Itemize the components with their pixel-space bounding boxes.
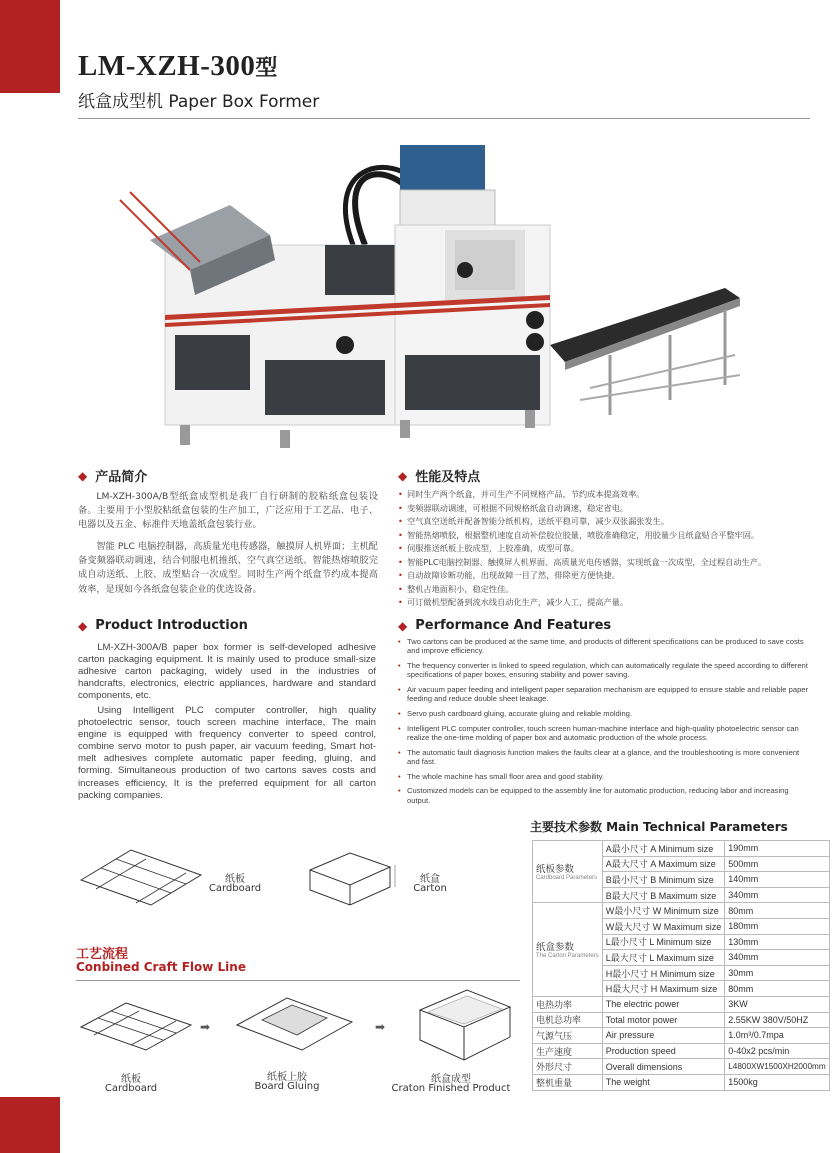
cardboard-diagram <box>76 840 206 915</box>
header-divider <box>78 118 810 119</box>
list-item: • The automatic fault diagnosis function makes the faults clear at a glance, and the troubleshooting is more convenient and fast. <box>398 748 810 767</box>
list-item: • Two cartons can be produced at the same time, and products of different specifications can be produced to save costs and improve efficiency. <box>398 637 810 656</box>
carton-group-cell: 纸盒参数 The Carton Parameters <box>533 903 603 997</box>
features-cn-heading: ◆ 性能及特点 <box>398 468 481 485</box>
table-row: 生产速度 Production speed 0-40x2 pcs/min <box>533 1043 830 1059</box>
table-row: L最小尺寸 L Minimum size 130mm <box>533 934 830 950</box>
carton-label-cn: 纸盒 <box>420 874 440 885</box>
model-suffix: 型 <box>255 56 278 81</box>
carton-diagram <box>300 845 400 915</box>
table-row: 纸板参数 Cardboard Parameters A最小尺寸 A Minimum size 190mm <box>533 841 830 857</box>
features-en-list <box>398 637 810 810</box>
craft-step-finished-diagram <box>412 985 517 1065</box>
diamond-icon: ◆ <box>398 468 408 483</box>
table-row: 整机重量 The weight 1500kg <box>533 1074 830 1090</box>
page-subtitle: 纸盒成型机 Paper Box Former <box>78 92 320 112</box>
table-row: 气源气压 Air pressure 1.0m³/0.7mpa <box>533 1028 830 1044</box>
intro-cn-paragraph-1: LM-XZH-300A/B型纸盒成型机是我厂自行研制的胶粘纸盒包装设备。主要用于小型胶粘纸盒包装的生产加工，广泛应用于工艺品、电子、电器以及五金、标准件天地盖纸盒包装行业。 <box>78 491 378 531</box>
table-row: A最大尺寸 A Maximum size 500mm <box>533 856 830 872</box>
table-row: B最小尺寸 B Minimum size 140mm <box>533 872 830 888</box>
table-row: 纸盒参数 The Carton Parameters W最小尺寸 W Minimum size 80mm <box>533 903 830 919</box>
features-cn-list <box>398 488 810 610</box>
craft-step-2-en: Board Gluing <box>254 1081 320 1092</box>
table-row: 电机总功率 Total motor power 2.55KW 380V/50HZ <box>533 1012 830 1028</box>
table-row: L最大尺寸 L Maximum size 340mm <box>533 950 830 966</box>
craft-step-cardboard-diagram <box>76 995 196 1060</box>
intro-cn-heading: ◆ 产品简介 <box>78 468 148 485</box>
list-item: • The frequency converter is linked to speed regulation, which can automatically regulate the speed according to different specifications of paper boxes, ensuring stability and power saving. <box>398 661 810 680</box>
list-item: • 智能PLC电脑控制器、触摸屏人机界面、高质量光电传感器，实现纸盒一次成型，全过程自动生产。 <box>398 556 810 570</box>
intro-en-paragraph-1: LM-XZH-300A/B paper box former is self-developed adhesive carton packaging equipment. It is mainly used to produce small-size adhesive carton packaging, widely used in the industries of handcrafts, electronics, electric appliances, hardware and standard components, etc. <box>78 642 376 702</box>
craft-title-en: Conbined Craft Flow Line <box>76 960 246 974</box>
table-row: 电热功率 The electric power 3KW <box>533 996 830 1012</box>
list-item: • 变频器联动调速，可根据不同规格纸盒自动调速，稳定省电。 <box>398 502 810 516</box>
list-item: • Air vacuum paper feeding and intelligent paper separation mechanism are equipped to ensure stable and reliable paper feeding and reduce double sheet leakage. <box>398 685 810 704</box>
craft-step-3-en: Craton Finished Product <box>391 1083 511 1094</box>
features-en-heading: ◆ Performance And Features <box>398 618 612 633</box>
list-item: • 整机占地面积小，稳定性佳。 <box>398 583 810 597</box>
cardboard-label-en: Cardboard <box>208 883 262 894</box>
table-row: 外形尺寸 Overall dimensions L4800XW1500XH2000mm <box>533 1059 830 1075</box>
table-row: H最大尺寸 H Maximum size 80mm <box>533 981 830 997</box>
craft-step-1-cn: 纸板 <box>121 1074 141 1085</box>
spec-table <box>532 840 830 1091</box>
craft-step-gluing-diagram <box>232 990 357 1060</box>
craft-step-3-cn: 纸盒成型 <box>431 1074 471 1085</box>
intro-en-paragraph-2: Using Intelligent PLC computer controller, high quality photoelectric sensor, touch screen machine interface, The main engine is equipped with frequency converter to speed control, combine servo motor to push paper, air vacuum feeding, Smart hot-melt adhesives complete automatic paper feeding, gluing, and forming. Simultaneous production of two cartons saves costs and increases efficiency, It is the preferred equipment for all carton packing companies. <box>78 705 376 801</box>
list-item: • The whole machine has small floor area and good stability. <box>398 772 810 781</box>
intro-en-heading: ◆ Product Introduction <box>78 618 248 633</box>
craft-step-2-cn: 纸板上胶 <box>267 1072 307 1083</box>
bottom-red-bar <box>0 1097 60 1153</box>
cardboard-label-cn: 纸板 <box>225 874 245 885</box>
model-title: LM-XZH-300型 <box>78 50 278 82</box>
craft-title-cn: 工艺流程 <box>76 947 129 962</box>
diamond-icon: ◆ <box>78 468 88 483</box>
list-item: • 可订做机型配备到流水线自动化生产，减少人工，提高产量。 <box>398 596 810 610</box>
list-item: • Customized models can be equipped to the assembly line for automatic production, reducing labor and increasing output. <box>398 786 810 805</box>
table-row: B最大尺寸 B Maximum size 340mm <box>533 887 830 903</box>
list-item: • 自动故障诊断功能，出现故障一目了然，排除更方便快捷。 <box>398 569 810 583</box>
table-row: H最小尺寸 H Minimum size 30mm <box>533 965 830 981</box>
carton-label-en: Carton <box>413 883 447 894</box>
craft-step-1-en: Cardboard <box>104 1083 158 1094</box>
list-item: • Intelligent PLC computer controller, touch screen human-machine interface and high-quality photoelectric sensor can realize the one-time molding of paper box and automatic production of the whole process. <box>398 724 810 743</box>
list-item: • 空气真空送纸并配备智能分纸机构，送纸平稳可靠，减少双张漏张发生。 <box>398 515 810 529</box>
list-item: • 智能热熔喷胶，根据整机速度自动补偿胶位胶量，喷胶准确稳定，用胶量少且纸盒贴合平整牢固。 <box>398 529 810 543</box>
spec-table-title: 主要技术参数 Main Technical Parameters <box>530 820 788 834</box>
craft-divider <box>76 980 520 981</box>
diamond-icon: ◆ <box>78 618 88 633</box>
list-item: • 同时生产两个纸盒，并可生产不同规格产品，节约成本提高效率。 <box>398 488 810 502</box>
intro-cn-paragraph-2: 智能 PLC 电脑控制器，高质量光电传感器，触摸屏人机界面；主机配备变频器联动调速，结合伺服电机推纸、空气真空送纸、智能热熔喷胶完成自动送纸、上胶、成型贴合一次成型。同时生产两个纸盒节约成本提高效率，是现如今各纸盒包装企业的优选设备。 <box>78 541 378 595</box>
cardboard-group-cell: 纸板参数 Cardboard Parameters <box>533 841 603 903</box>
machine-photo <box>110 130 760 460</box>
table-row: W最大尺寸 W Maximum size 180mm <box>533 918 830 934</box>
arrow-right-icon: ➡ <box>200 1020 211 1034</box>
list-item: • Servo push cardboard gluing, accurate gluing and reliable molding. <box>398 709 810 718</box>
diamond-icon: ◆ <box>398 618 408 633</box>
arrow-right-icon: ➡ <box>375 1020 386 1034</box>
top-red-bar <box>0 0 60 93</box>
list-item: • 伺服推送纸板上胶成型，上胶准确，成型可靠。 <box>398 542 810 556</box>
